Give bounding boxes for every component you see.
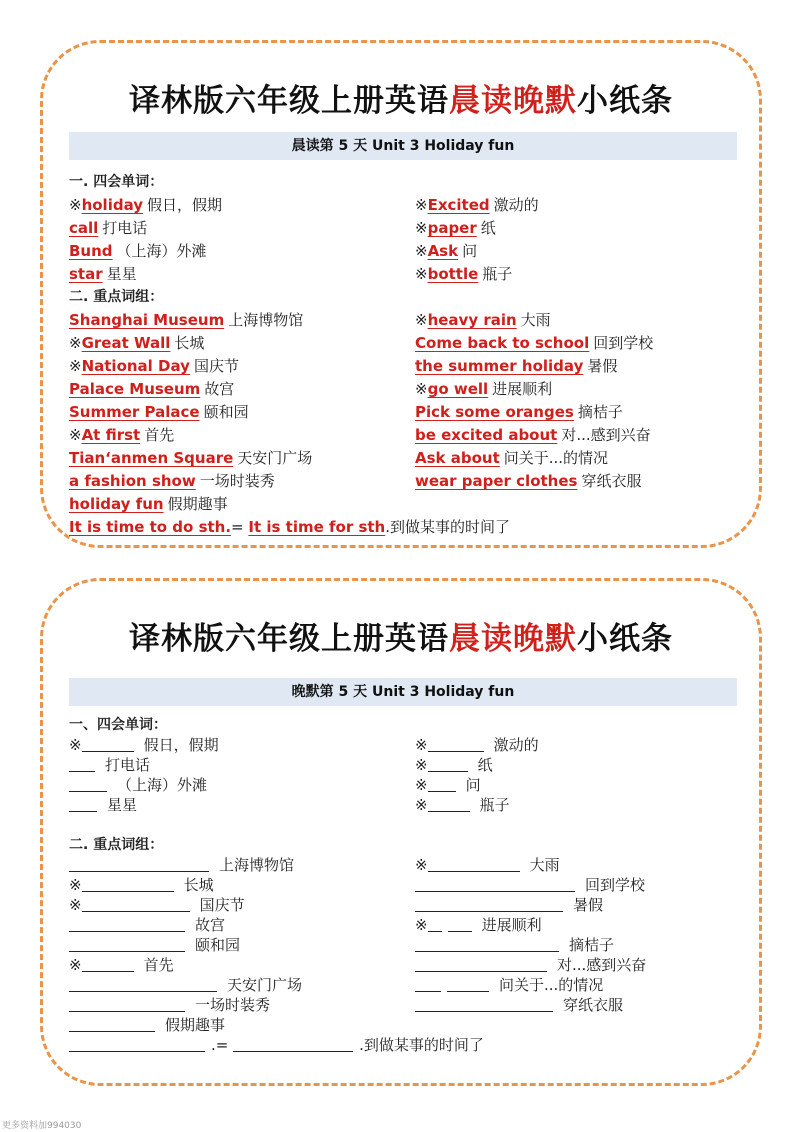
- vocab-chinese: 上海博物馆: [228, 311, 304, 329]
- dictation-item: [415, 895, 745, 915]
- answer-blank[interactable]: [415, 956, 547, 972]
- vocab-chinese: 摘桔子: [577, 403, 623, 421]
- vocab-item: [69, 447, 409, 470]
- vocab-item: [69, 263, 409, 286]
- dictation-chinese: 首先: [143, 956, 174, 974]
- vocab-english: paper: [427, 219, 477, 237]
- dictation-item: [69, 1015, 409, 1035]
- dictation-item: [69, 915, 409, 935]
- dictation-chinese: 国庆节: [199, 896, 245, 914]
- vocab-item: [69, 470, 409, 493]
- vocab-item: [415, 194, 745, 217]
- title-tail: 小纸条: [577, 83, 673, 119]
- answer-blank[interactable]: [447, 976, 489, 992]
- dictation-chinese: 纸: [477, 756, 493, 774]
- vocab-english: Palace Museum: [69, 380, 201, 398]
- star-mark: ※: [69, 956, 82, 974]
- vocab-english: Tian‘anmen Square: [69, 449, 234, 467]
- vocab-chinese: 进展顺利: [492, 380, 553, 398]
- dictation-item: [69, 775, 409, 795]
- answer-blank[interactable]: [69, 796, 97, 812]
- time-phrase-zh: .到做某事的时间了: [385, 518, 511, 536]
- star-mark: ※: [415, 916, 428, 934]
- vocab-chinese: 假日，假期: [147, 196, 223, 214]
- vocab-english: Shanghai Museum: [69, 311, 225, 329]
- answer-blank[interactable]: [428, 856, 520, 872]
- vocab-item: [415, 217, 745, 240]
- time-phrase-zh: .到做某事的时间了: [359, 1036, 484, 1054]
- star-mark: ※: [415, 796, 428, 814]
- answer-blank[interactable]: [428, 756, 468, 772]
- dictation-item: [415, 935, 745, 955]
- vocab-english: At first: [81, 426, 141, 444]
- left-column: [69, 715, 484, 1055]
- star-mark: ※: [415, 380, 428, 398]
- answer-blank[interactable]: [448, 916, 472, 932]
- vocab-chinese: 一场时装秀: [199, 472, 275, 490]
- vocab-chinese: 问: [462, 242, 478, 260]
- answer-blank[interactable]: [69, 936, 185, 952]
- vocab-item: [415, 332, 745, 355]
- vocab-english: wear paper clothes: [415, 472, 578, 490]
- vocab-chinese: 星星: [106, 265, 137, 283]
- vocab-item: [69, 240, 409, 263]
- reading-card: [40, 40, 762, 548]
- title-main: 译林版六年级上册英语: [129, 83, 449, 119]
- star-mark: ※: [415, 265, 428, 283]
- vocab-chinese: 纸: [480, 219, 496, 237]
- vocab-english: a fashion show: [69, 472, 196, 490]
- section-heading-words: 一. 四会单词：: [69, 174, 164, 190]
- vocab-chinese: 颐和园: [203, 403, 249, 421]
- vocab-english: star: [69, 265, 103, 283]
- vocab-chinese: 天安门广场: [237, 449, 313, 467]
- vocab-chinese: 回到学校: [593, 334, 654, 352]
- star-mark: ※: [69, 357, 82, 375]
- answer-blank[interactable]: [415, 876, 575, 892]
- answer-blank[interactable]: [428, 776, 456, 792]
- vocab-item: [69, 401, 409, 424]
- vocab-chinese: 对...感到兴奋: [561, 426, 651, 444]
- vocab-chinese: 穿纸衣服: [581, 472, 642, 490]
- vocab-english: heavy rain: [427, 311, 517, 329]
- dictation-chinese: 回到学校: [585, 876, 646, 894]
- vocab-chinese: 国庆节: [193, 357, 239, 375]
- vocab-item: [69, 355, 409, 378]
- vocab-chinese: 打电话: [102, 219, 148, 237]
- dictation-chinese: 对...感到兴奋: [557, 956, 647, 974]
- vocab-chinese: （上海）外滩: [116, 242, 207, 260]
- vocab-item: [415, 263, 745, 286]
- right-column: [415, 194, 745, 493]
- answer-blank[interactable]: [69, 976, 217, 992]
- dictation-chinese: 问关于...的情况: [499, 976, 604, 994]
- dictation-chinese: 瓶子: [479, 796, 510, 814]
- section-heading-phrases: 二. 重点词组：: [69, 289, 164, 305]
- dictation-chinese: 进展顺利: [481, 916, 542, 934]
- answer-blank[interactable]: [233, 1036, 353, 1052]
- dictation-item: [415, 955, 745, 975]
- answer-blank[interactable]: [428, 916, 442, 932]
- dictation-item: [69, 935, 409, 955]
- answer-blank[interactable]: [82, 736, 134, 752]
- answer-blank[interactable]: [69, 856, 209, 872]
- star-mark: ※: [415, 196, 428, 214]
- answer-blank[interactable]: [415, 896, 563, 912]
- vocab-english: Great Wall: [81, 334, 171, 352]
- star-mark: ※: [69, 736, 82, 754]
- equals-sign: .=: [211, 1036, 234, 1054]
- dictation-item: [69, 735, 409, 755]
- footer-note: 更多资料加994030: [2, 1121, 82, 1131]
- vocab-item: [69, 378, 409, 401]
- vocab-chinese: 故宫: [204, 380, 235, 398]
- dictation-chinese: 星星: [107, 796, 138, 814]
- star-mark: ※: [69, 426, 82, 444]
- card-title: [43, 613, 759, 658]
- dictation-chinese: （上海）外滩: [117, 776, 208, 794]
- vocab-chinese: 大雨: [520, 311, 551, 329]
- answer-blank[interactable]: [428, 736, 484, 752]
- section-heading-words: 一、四会单词：: [69, 717, 167, 733]
- vocab-english: Ask: [427, 242, 459, 260]
- dictation-chinese: 假日，假期: [143, 736, 219, 754]
- dictation-item: [69, 795, 409, 815]
- dictation-item: [69, 755, 409, 775]
- answer-blank[interactable]: [69, 1016, 155, 1032]
- dictation-chinese: 激动的: [493, 736, 539, 754]
- vocab-chinese: 问关于...的情况: [503, 449, 609, 467]
- star-mark: ※: [415, 736, 428, 754]
- vocab-item: [69, 332, 409, 355]
- vocab-english: be excited about: [415, 426, 558, 444]
- vocab-item: [415, 447, 745, 470]
- title-main: 译林版六年级上册英语: [129, 621, 449, 657]
- title-tail: 小纸条: [577, 621, 673, 657]
- vocab-english: Come back to school: [415, 334, 590, 352]
- answer-blank[interactable]: [415, 996, 553, 1012]
- star-mark: ※: [69, 334, 82, 352]
- dictation-item: [415, 735, 745, 755]
- vocab-item: [69, 217, 409, 240]
- star-mark: ※: [415, 242, 428, 260]
- vocab-item: [415, 424, 745, 447]
- vocab-english: Bund: [69, 242, 113, 260]
- dictation-chinese: 假期趣事: [165, 1016, 226, 1034]
- answer-blank[interactable]: [82, 896, 190, 912]
- vocab-item: [415, 401, 745, 424]
- answer-blank[interactable]: [69, 756, 95, 772]
- vocab-english: Excited: [427, 196, 490, 214]
- dictation-card: [40, 578, 762, 1086]
- dictation-item: [69, 975, 409, 995]
- vocab-item: [415, 378, 745, 401]
- dictation-chinese: 打电话: [105, 756, 151, 774]
- vocab-item: [415, 240, 745, 263]
- star-mark: ※: [69, 196, 82, 214]
- dictation-item: [69, 875, 409, 895]
- dictation-chinese: 颐和园: [195, 936, 241, 954]
- vocab-english: the summer holiday: [415, 357, 584, 375]
- day-band: 晚默第 5 天 Unit 3 Holiday fun: [69, 678, 737, 706]
- vocab-english: bottle: [427, 265, 479, 283]
- dictation-chinese: 穿纸衣服: [563, 996, 624, 1014]
- dictation-chinese: 上海博物馆: [219, 856, 295, 874]
- dictation-chinese: 暑假: [573, 896, 604, 914]
- vocab-english: Pick some oranges: [415, 403, 574, 421]
- section-heading-phrases: 二. 重点词组：: [69, 837, 164, 853]
- answer-blank[interactable]: [69, 916, 185, 932]
- vocab-item: [69, 194, 409, 217]
- time-phrase-line: [69, 1035, 484, 1055]
- vocab-english: National Day: [81, 357, 190, 375]
- answer-blank[interactable]: [415, 976, 441, 992]
- dictation-item: [69, 995, 409, 1015]
- answer-blank[interactable]: [82, 876, 174, 892]
- dictation-item: [415, 875, 745, 895]
- vocab-english: holiday fun: [69, 495, 164, 513]
- answer-blank[interactable]: [69, 1036, 205, 1052]
- vocab-item: [69, 424, 409, 447]
- vocab-english: go well: [427, 380, 489, 398]
- card-title: [43, 75, 759, 120]
- dictation-chinese: 问: [465, 776, 481, 794]
- time-phrase-en1: It is time to do sth.: [69, 518, 232, 536]
- time-phrase-en2: It is time for sth: [248, 518, 386, 536]
- dictation-chinese: 大雨: [529, 856, 560, 874]
- answer-blank[interactable]: [415, 936, 559, 952]
- dictation-item: [69, 855, 409, 875]
- vocab-item: [69, 493, 409, 516]
- vocab-item: [415, 470, 745, 493]
- vocab-english: call: [69, 219, 99, 237]
- vocab-chinese: 暑假: [587, 357, 618, 375]
- vocab-english: holiday: [81, 196, 144, 214]
- star-mark: ※: [69, 896, 82, 914]
- title-highlight: 晨读晚默: [449, 621, 577, 657]
- equals-sign: =: [231, 518, 249, 536]
- answer-blank[interactable]: [428, 796, 470, 812]
- vocab-item: [69, 309, 409, 332]
- title-highlight: 晨读晚默: [449, 83, 577, 119]
- dictation-item: [415, 915, 745, 935]
- star-mark: ※: [415, 856, 428, 874]
- answer-blank[interactable]: [69, 776, 107, 792]
- vocab-english: Ask about: [415, 449, 500, 467]
- dictation-item: [415, 855, 745, 875]
- vocab-chinese: 激动的: [493, 196, 539, 214]
- dictation-item: [415, 995, 745, 1015]
- star-mark: ※: [415, 311, 428, 329]
- dictation-item: [69, 955, 409, 975]
- right-column: [415, 735, 745, 1015]
- star-mark: ※: [69, 876, 82, 894]
- answer-blank[interactable]: [82, 956, 134, 972]
- dictation-chinese: 故宫: [195, 916, 226, 934]
- dictation-item: [415, 755, 745, 775]
- dictation-chinese: 摘桔子: [569, 936, 615, 954]
- dictation-chinese: 长城: [183, 876, 214, 894]
- vocab-item: [415, 355, 745, 378]
- star-mark: ※: [415, 776, 428, 794]
- day-band: 晨读第 5 天 Unit 3 Holiday fun: [69, 132, 737, 160]
- answer-blank[interactable]: [69, 996, 185, 1012]
- dictation-item: [415, 975, 745, 995]
- time-phrase-line: [69, 516, 511, 539]
- vocab-item: [415, 309, 745, 332]
- dictation-item: [415, 795, 745, 815]
- dictation-chinese: 一场时装秀: [195, 996, 271, 1014]
- dictation-item: [69, 895, 409, 915]
- dictation-item: [415, 775, 745, 795]
- vocab-chinese: 瓶子: [482, 265, 513, 283]
- vocab-chinese: 长城: [174, 334, 205, 352]
- dictation-chinese: 天安门广场: [227, 976, 303, 994]
- vocab-chinese: 首先: [144, 426, 175, 444]
- vocab-chinese: 假期趣事: [167, 495, 228, 513]
- star-mark: ※: [415, 219, 428, 237]
- vocab-english: Summer Palace: [69, 403, 200, 421]
- star-mark: ※: [415, 756, 428, 774]
